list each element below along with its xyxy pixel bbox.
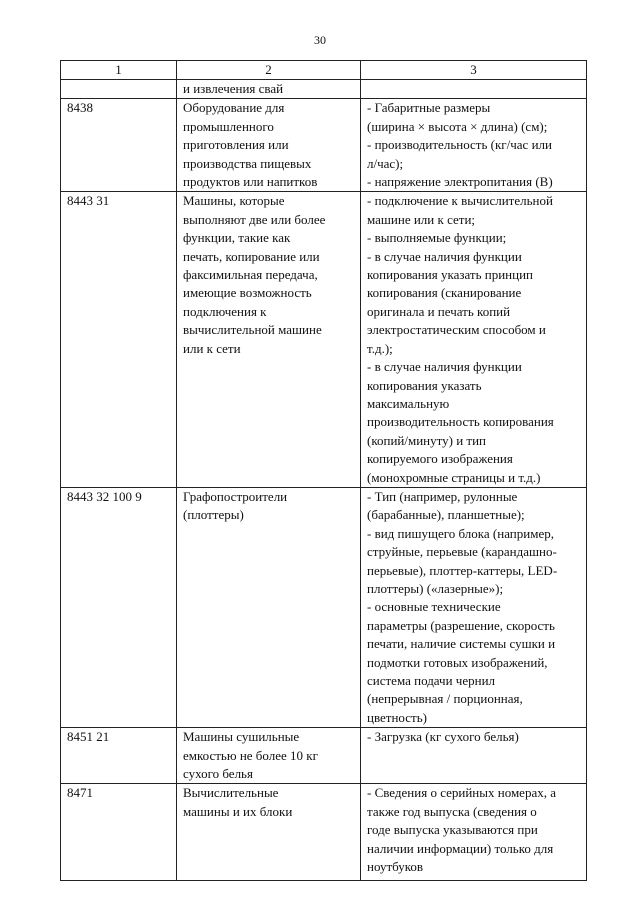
header-col-1: 1: [61, 61, 177, 80]
name-cell: [177, 784, 361, 881]
code-cell: [61, 80, 177, 99]
info-cell: [361, 99, 587, 192]
info-line: также год выпуска (сведения о: [367, 803, 537, 819]
info-line: копирования указать: [367, 377, 482, 393]
page-number: 30: [314, 33, 326, 47]
name-cell: [177, 80, 361, 99]
info-cell: [361, 80, 587, 99]
table-row: [61, 487, 587, 727]
name-line: и извлечения свай: [183, 81, 284, 96]
info-line: подмотки готовых изображений,: [367, 654, 548, 670]
code-cell: 8471: [61, 784, 177, 881]
info-line: - в случае наличия функции: [367, 248, 522, 264]
info-line: копирования (сканирование: [367, 285, 522, 301]
name-line: печать, копирование или: [183, 248, 320, 264]
table-header-row: [61, 61, 587, 80]
name-line: приготовления или: [183, 137, 289, 153]
info-line: - вид пишущего блока (например,: [367, 525, 554, 541]
info-line: производительность копирования: [367, 414, 554, 430]
info-line: - основные технические: [367, 599, 501, 615]
info-line: - выполняемые функции;: [367, 230, 507, 246]
info-cell: [361, 728, 587, 784]
info-line: электростатическим способом и: [367, 322, 546, 338]
info-line: - Загрузка (кг сухого белья): [367, 729, 519, 745]
name-cell: [177, 728, 361, 784]
info-line: (ширина × высота × длина) (см);: [367, 118, 548, 134]
header-col-2: 2: [177, 61, 361, 80]
info-line: система подачи чернил: [367, 673, 496, 688]
name-line: вычислительной машине: [183, 322, 322, 338]
header-col-3: 3: [361, 61, 587, 80]
info-cell: [361, 192, 587, 488]
name-line: сухого белья: [183, 766, 253, 782]
name-line: Машины, которые: [183, 193, 285, 209]
info-line: перьевые), плоттер-каттеры, LED-: [367, 562, 558, 578]
info-line: т.д.);: [367, 340, 393, 356]
name-line: или к сети: [183, 340, 241, 356]
info-line: (монохромные страницы и т.д.): [367, 469, 541, 485]
name-line: подключения к: [183, 303, 267, 319]
name-line: Графопостроители: [183, 488, 288, 504]
info-line: (непрерывная / порционная,: [367, 691, 523, 707]
name-line: промышленного: [183, 118, 274, 134]
info-line: годе выпуска указываются при: [367, 822, 538, 838]
info-line: плоттеры) («лазерные»);: [367, 580, 504, 596]
code-cell: 8451 21: [61, 728, 177, 784]
table-row: [61, 99, 587, 192]
name-cell: [177, 192, 361, 488]
info-line: оригинала и печать копий: [367, 303, 511, 319]
goods-table: [60, 60, 587, 881]
info-cell: [361, 487, 587, 727]
info-line: - Габаритные размеры: [367, 100, 491, 116]
info-line: копирования указать принцип: [367, 267, 534, 283]
name-line: Вычислительные: [183, 785, 279, 801]
info-line: - напряжение электропитания (В): [367, 174, 553, 190]
info-line: максимальную: [367, 395, 450, 411]
code-cell: 8443 32 100 9: [61, 487, 177, 727]
info-line: л/час);: [367, 155, 404, 171]
name-line: Оборудование для: [183, 100, 285, 116]
info-line: параметры (разрешение, скорость: [367, 617, 555, 633]
name-line: функции, такие как: [183, 230, 291, 246]
name-line: машины и их блоки: [183, 803, 293, 819]
name-line: Машины сушильные: [183, 729, 300, 745]
info-line: (копий/минуту) и тип: [367, 432, 486, 448]
table-row: [61, 192, 587, 488]
name-line: выполняют две или более: [183, 211, 326, 227]
info-line: - производительность (кг/час или: [367, 137, 552, 153]
info-line: печати, наличие системы сушки и: [367, 636, 556, 652]
name-line: емкостью не более 10 кг: [183, 747, 318, 763]
name-line: производства пищевых: [183, 155, 312, 171]
info-line: машине или к сети;: [367, 211, 476, 227]
info-line: (барабанные), планшетные);: [367, 507, 525, 523]
name-line: факсимильная передача,: [183, 267, 318, 283]
code-cell: 8438: [61, 99, 177, 192]
info-line: - подключение к вычислительной: [367, 193, 553, 209]
name-line: продуктов или напитков: [183, 174, 318, 190]
code-cell: 8443 31: [61, 192, 177, 488]
info-line: цветность): [367, 709, 427, 725]
info-line: - в случае наличия функции: [367, 359, 522, 375]
info-line: - Сведения о серийных номерах, а: [367, 785, 556, 801]
table-row-continuation: [61, 80, 587, 99]
name-cell: [177, 487, 361, 727]
info-line: ноутбуков: [367, 859, 424, 875]
info-line: копируемого изображения: [367, 451, 513, 467]
name-cell: [177, 99, 361, 192]
table-row: [61, 728, 587, 784]
name-line: имеющие возможность: [183, 285, 312, 301]
table-row: [61, 784, 587, 881]
info-line: наличии информации) только для: [367, 840, 554, 856]
info-line: струйные, перьевые (карандашно-: [367, 544, 557, 560]
name-line: (плоттеры): [183, 507, 244, 523]
info-cell: [361, 784, 587, 881]
info-line: - Тип (например, рулонные: [367, 488, 518, 504]
